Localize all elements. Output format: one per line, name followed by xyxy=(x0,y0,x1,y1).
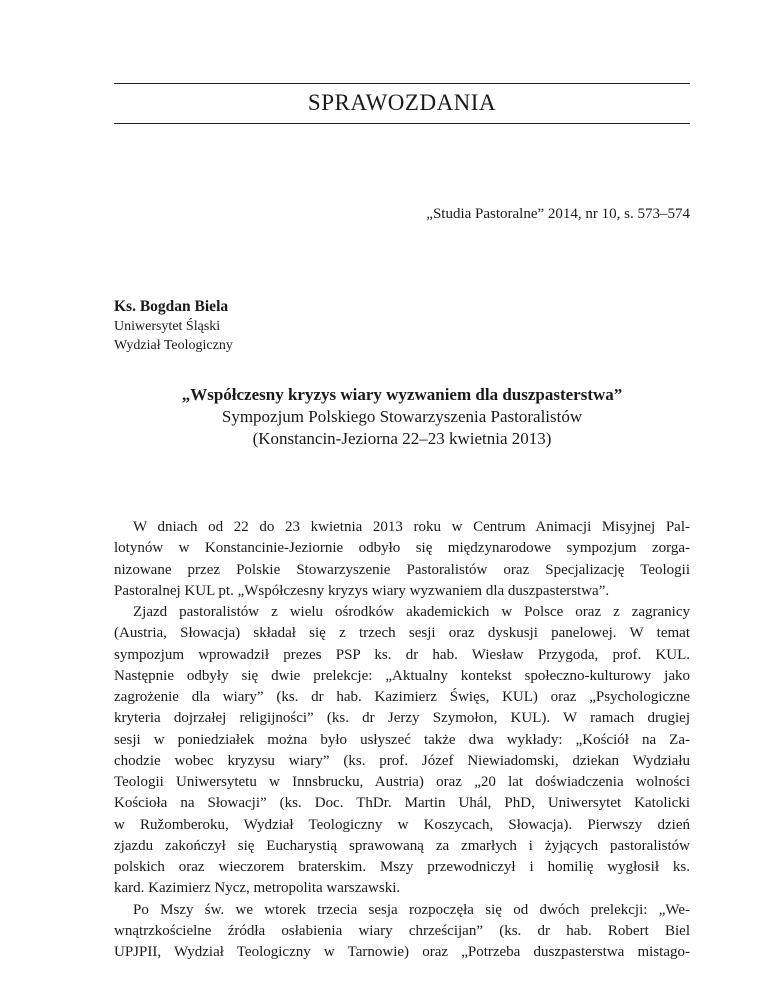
body-line: W dniach od 22 do 23 kwietnia 2013 roku w Centrum Animacji Misyjnej Pal- xyxy=(133,519,690,535)
body-line: chodzie wobec kryzysu wiary” (ks. prof. Józef Niewiadomski, dziekan Wydziału xyxy=(114,752,690,769)
journal-citation: „Studia Pastoralne” 2014, nr 10, s. 573–574 xyxy=(426,206,690,222)
body-line: Po Mszy św. we wtorek trzecia sesja rozpoczęła się od dwóch prelekcji: „We- xyxy=(133,901,690,918)
body-line: sesji w poniedziałek można było usłyszeć także dwa wykłady: „Kościół na Za- xyxy=(114,731,690,748)
author-block xyxy=(114,297,690,355)
body-line: Kościoła na Słowacji” (ks. Doc. ThDr. Martin Uhál, PhD, Uniwersytet Katolicki xyxy=(114,795,690,812)
body-line: w Ružomberoku, Wydział Teologiczny w Koszycach, Słowacja). Pierwszy dzień xyxy=(114,816,690,833)
body-line: Teologii Uniwersytetu w Innsbrucku, Austria) oraz „20 lat doświadczenia wolności xyxy=(114,774,690,790)
body-text xyxy=(114,517,690,963)
article-title: „Współczesny kryzys wiary wyzwaniem dla duszpasterstwa” xyxy=(181,385,623,404)
body-line: lotynów w Konstancinie-Jeziornie odbyło się międzynarodowe sympozjum zorga- xyxy=(114,540,690,557)
body-line: (Austria, Słowacja) składał się z trzech sesji oraz dyskusji panelowej. W temat xyxy=(114,625,690,642)
body-line: zjazdu zakończył się Eucharystią sprawowaną za zmarłych i żyjących pastoralistów xyxy=(114,837,690,854)
body-line: polskich oraz wieczorem braterskim. Mszy przewodniczył i homilię wygłosił ks. xyxy=(114,859,690,875)
section-title: SPRAWOZDANIA xyxy=(307,90,497,115)
body-line: Następnie odbyły się dwie prelekcje: „Aktualny kontekst społeczno-kulturowy jako xyxy=(114,667,690,684)
author-affiliation-university: Uniwersytet Śląski xyxy=(114,319,221,334)
author-affiliation-faculty: Wydział Teologiczny xyxy=(114,338,233,353)
body-line: Pastoralnej KUL pt. „Współczesny kryzys wiary wyzwaniem dla duszpasterstwa”. xyxy=(114,582,610,599)
article-title-block xyxy=(114,384,690,450)
header-rule-bottom xyxy=(114,123,690,124)
body-line: nizowane przez Polskie Stowarzyszenie Pastoralistów oraz Specjalizację Teologii xyxy=(114,561,690,578)
body-line: wnątrzkościelne źródła osłabienia wiary chrześcijan” (ks. dr hab. Robert Biel xyxy=(114,922,690,939)
article-subtitle-line: Sympozjum Polskiego Stowarzyszenia Pastoralistów xyxy=(221,407,583,426)
body-line: kryteria dojrzałej religijności” (ks. dr Jerzy Szymołon, KUL). W ramach drugiej xyxy=(114,710,690,727)
body-line: Zjazd pastoralistów z wielu ośrodków akademickich w Polsce oraz z zagranicy xyxy=(133,604,690,620)
body-line: UPJPII, Wydział Teologiczny w Tarnowie) oraz „Potrzeba duszpasterstwa mistago- xyxy=(114,944,690,960)
body-line: kard. Kazimierz Nycz, metropolita warszawski. xyxy=(114,880,401,897)
body-line: sympozjum wprowadził prezes PSP ks. dr hab. Wiesław Przygoda, prof. KUL. xyxy=(114,646,690,663)
header-rule-top xyxy=(114,83,690,84)
body-line: zagrożenie dla wiary” (ks. dr hab. Kazimierz Święs, KUL) oraz „Psychologiczne xyxy=(114,689,690,705)
author-name: Ks. Bogdan Biela xyxy=(114,298,229,315)
article-subtitle-line: (Konstancin-Jeziorna 22–23 kwietnia 2013) xyxy=(252,429,552,448)
